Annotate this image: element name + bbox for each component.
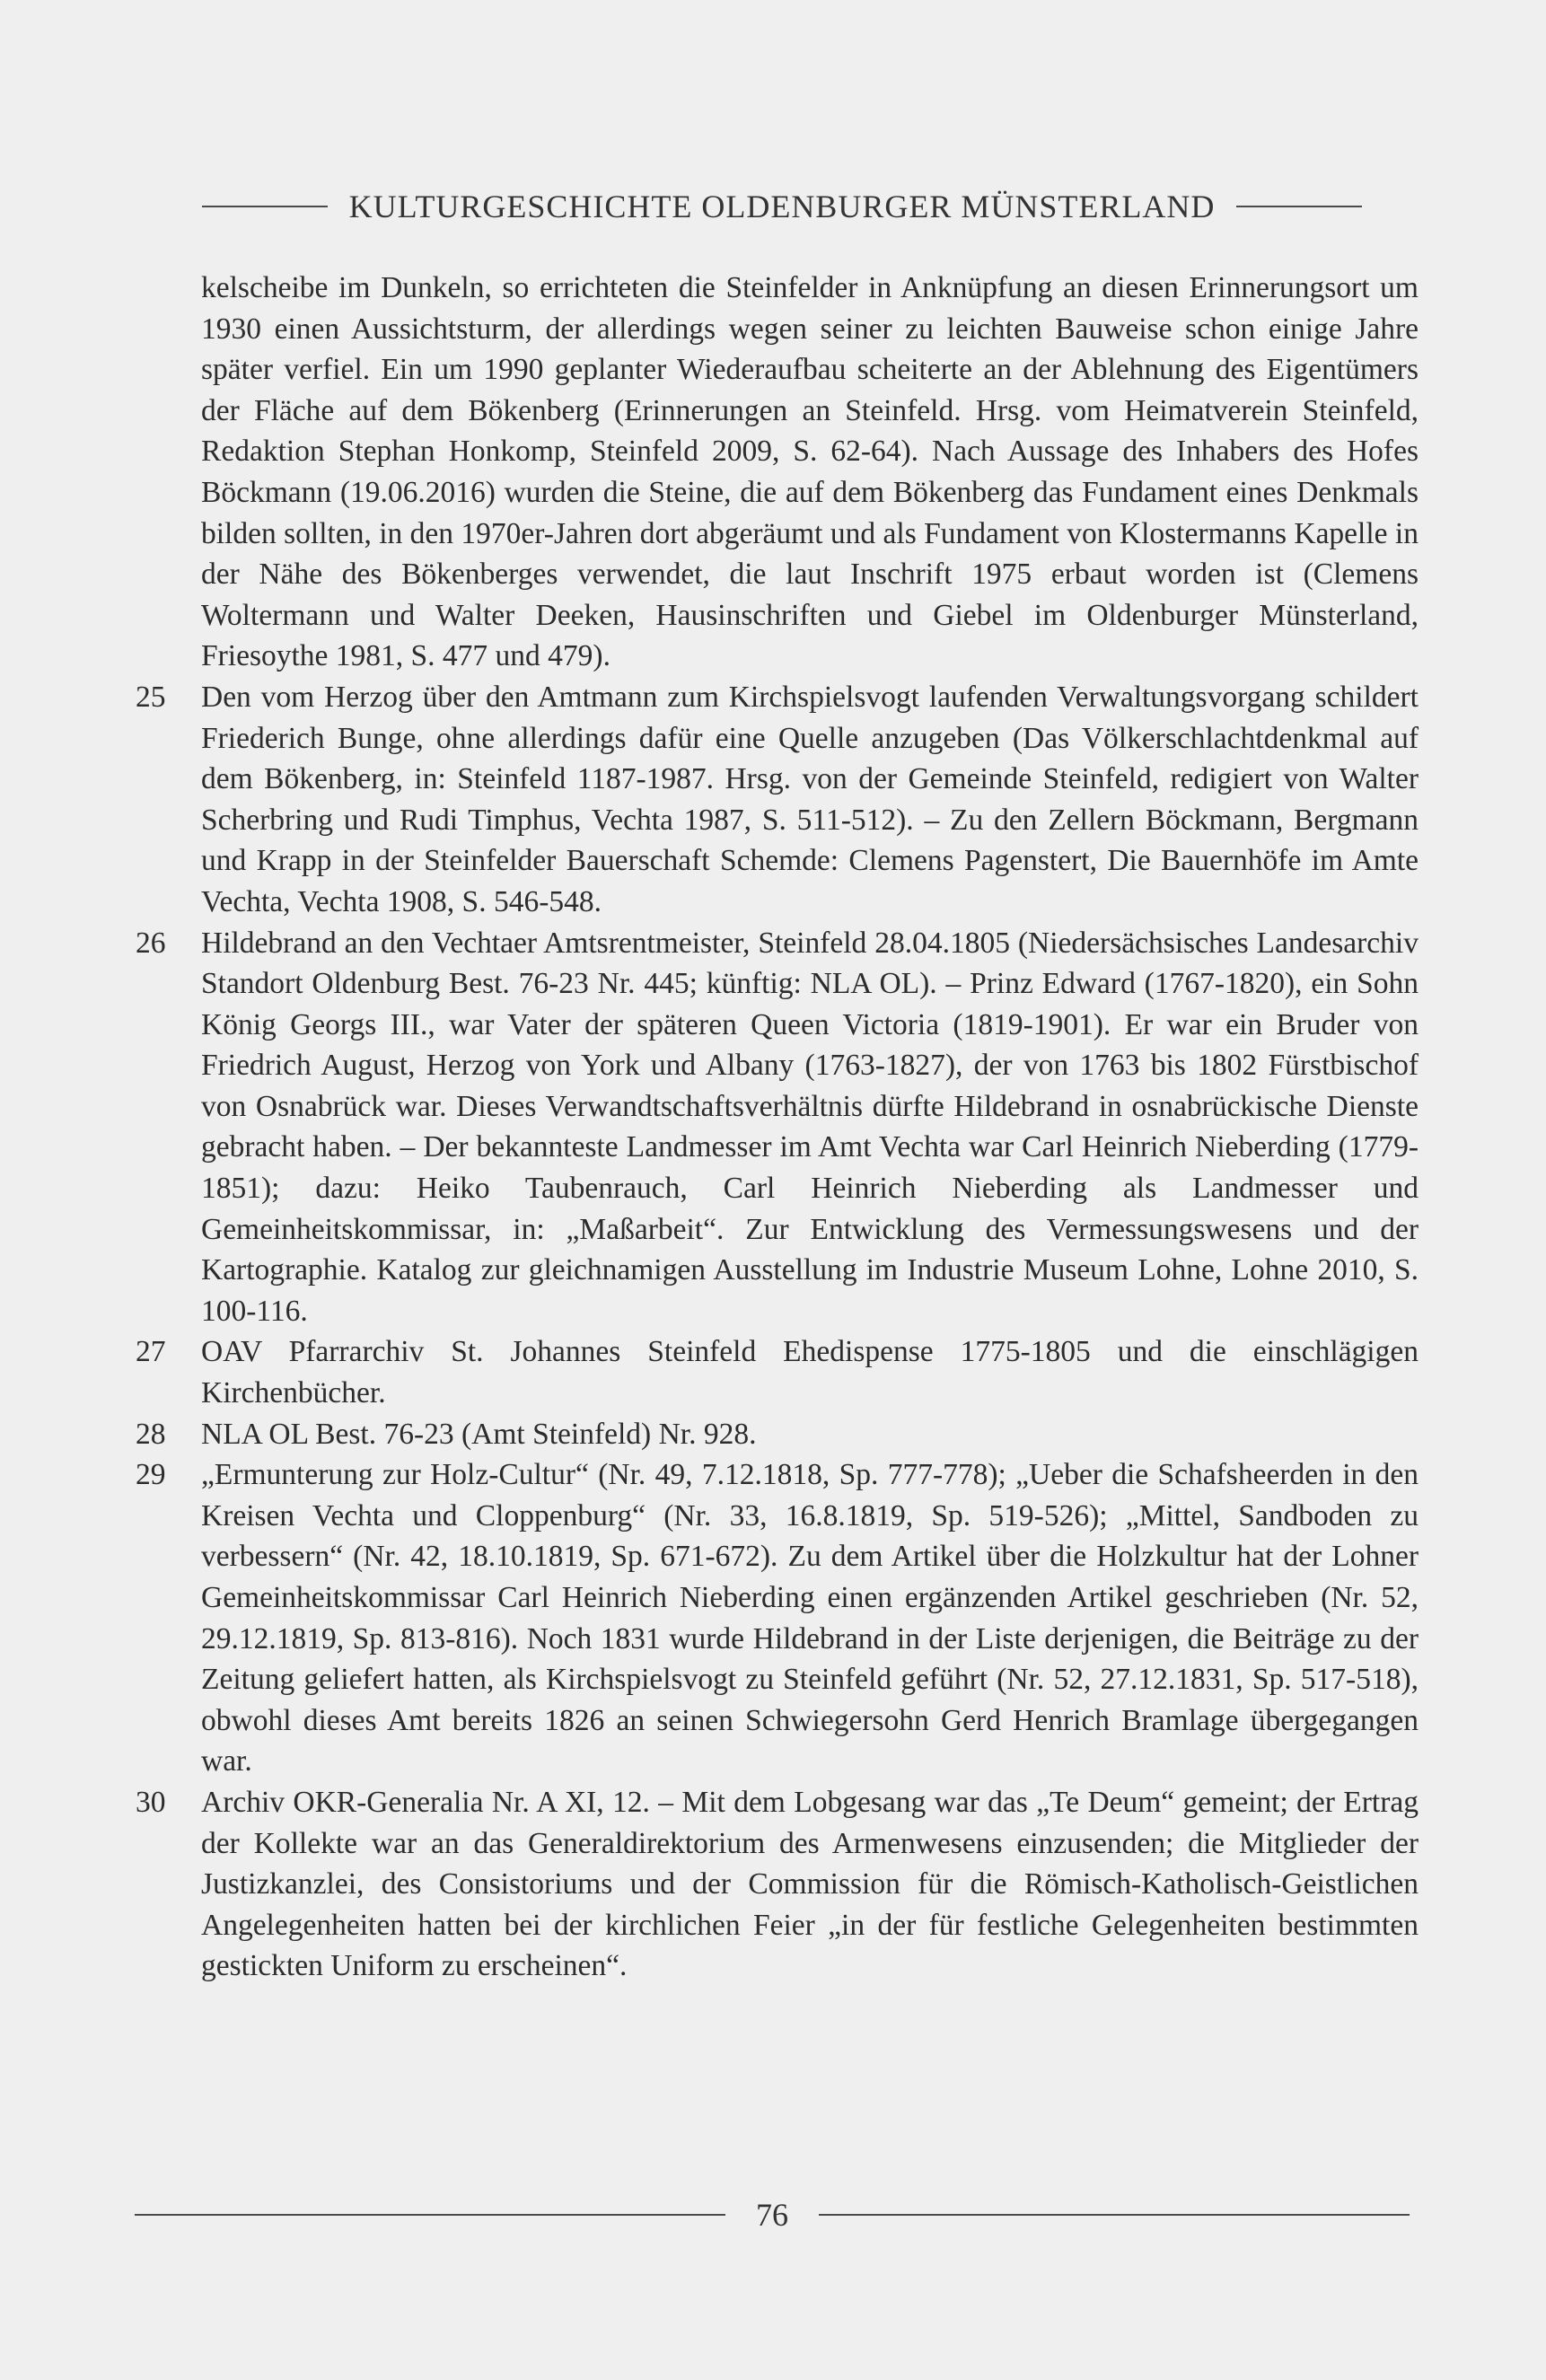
endnote-text: Hildebrand an den Vechtaer Amtsrentmeister, Steinfeld 28.04.1805 (Niedersächsisches Landesarchiv Standort Oldenburg Best. 76-23 Nr. 445; künftig: NLA OL). – Prinz Edward (1767-1820), ein Sohn König Georgs III., war Vater der späteren Queen Victoria (1819-1901). Er war ein Bruder von Friedrich August, Herzog von York und Albany (1763-1827), der von 1763 bis 1802 Fürstbischof von Osnabrück war. Dieses Verwandtschaftsverhältnis dürfte Hildebrand in osnabrückische Dienste gebracht haben. – Der bekannteste Landmesser im Amt Vechta war Carl Heinrich Nieberding (1779-1851); dazu: Heiko Taubenrauch, Carl Heinrich Nieberding als Landmesser und Gemeinheitskommissar, in: „Maßarbeit“. Zur Entwicklung des Vermessungswesens und der Kartographie. Katalog zur gleichnamigen Ausstellung im Industrie Museum Lohne, Lohne 2010, S. 100-116. [201, 926, 1419, 1328]
endnotes-list [136, 677, 1419, 1987]
endnote-item [136, 1331, 1419, 1413]
header-rule-left [202, 206, 328, 207]
endnotes-section [136, 268, 1419, 1987]
page-footer [135, 2188, 1410, 2242]
endnote-text: Den vom Herzog über den Amtmann zum Kirchspielsvogt laufenden Verwaltungsvorgang schildert Friederich Bunge, ohne allerdings dafür eine Quelle anzugeben (Das Völkerschlachtdenkmal auf dem Bökenberg, in: Steinfeld 1187-1987. Hrsg. von der Gemeinde Steinfeld, redigiert von Walter Scherbring und Rudi Timphus, Vechta 1987, S. 511-512). – Zu den Zellern Böckmann, Bergmann und Krapp in der Steinfelder Bauerschaft Schemde: Clemens Pagenstert, Die Bauernhöfe im Amte Vechta, Vechta 1908, S. 546-548. [201, 680, 1419, 918]
footer-rule-right [819, 2214, 1410, 2216]
endnote-number: 25 [136, 680, 166, 714]
page-number: 76 [756, 2197, 788, 2233]
endnote-item [136, 923, 1419, 1332]
endnote-item [136, 677, 1419, 923]
running-header [145, 187, 1419, 226]
endnote-number: 28 [136, 1417, 166, 1451]
endnote-item [136, 1454, 1419, 1782]
endnote-number: 27 [136, 1335, 166, 1369]
endnote-number: 30 [136, 1785, 166, 1819]
endnote-text: Archiv OKR-Generalia Nr. A XI, 12. – Mit dem Lobgesang war das „Te Deum“ gemeint; der Ertrag der Kollekte war an das Generaldirektorium des Armenwesens einzusenden; die Mitglieder der Justizkanzlei, des Consistoriums und der Commission für die Römisch-Katholisch-Geistlichen Angelegenheiten hatten bei der kirchlichen Feier „in der für festliche Gelegenheiten bestimmten gestickten Uniform zu erscheinen“. [201, 1785, 1419, 1983]
endnote-text: OAV Pfarrarchiv St. Johannes Steinfeld Ehedispense 1775-1805 und die einschlägigen Kirchenbücher. [201, 1335, 1419, 1410]
endnote-number: 29 [136, 1458, 166, 1492]
endnote-item [136, 1414, 1419, 1455]
continued-note-text: kelscheibe im Dunkeln, so errichteten die Steinfelder in Anknüpfung an diesen Erinnerungsort um 1930 einen Aussichtsturm, der allerdings wegen seiner zu leichten Bauweise schon einige Jahre später verfiel. Ein um 1990 geplanter Wiederaufbau scheiterte an der Ablehnung des Eigentümers der Fläche auf dem Bökenberg (Erinnerungen an Steinfeld. Hrsg. vom Heimatverein Steinfeld, Redaktion Stephan Honkomp, Steinfeld 2009, S. 62-64). Nach Aussage des Inhabers des Hofes Böckmann (19.06.2016) wurden die Steine, die auf dem Bökenberg das Fundament eines Denkmals bilden sollten, in den 1970er-Jahren dort abgeräumt und als Fundament von Klostermanns Kapelle in der Nähe des Bökenberges verwendet, die laut Inschrift 1975 erbaut worden ist (Clemens Woltermann und Walter Deeken, Hausinschriften und Giebel im Oldenburger Münsterland, Friesoythe 1981, S. 477 und 479). [201, 271, 1419, 673]
endnote-text: „Ermunterung zur Holz-Cultur“ (Nr. 49, 7.12.1818, Sp. 777-778); „Ueber die Schafsheerden in den Kreisen Vechta und Cloppenburg“ (Nr. 33, 16.8.1819, Sp. 519-526); „Mittel, Sandboden zu verbessern“ (Nr. 42, 18.10.1819, Sp. 671-672). Zu dem Artikel über die Holzkultur hat der Lohner Gemeinheitskommissar Carl Heinrich Nieberding einen ergänzenden Artikel geschrieben (Nr. 52, 29.12.1819, Sp. 813-816). Noch 1831 wurde Hildebrand in der Liste derjenigen, die Beiträge zu der Zeitung geliefert hatten, als Kirchspielsvogt zu Steinfeld geführt (Nr. 52, 27.12.1831, Sp. 517-518), obwohl dieses Amt bereits 1826 an seinen Schwiegersohn Gerd Henrich Bramlage übergegangen war. [201, 1458, 1419, 1778]
endnote-item [136, 1782, 1419, 1987]
endnote-text: NLA OL Best. 76-23 (Amt Steinfeld) Nr. 928. [201, 1417, 757, 1451]
footer-rule-left [135, 2214, 725, 2216]
header-rule-right [1236, 206, 1362, 207]
endnote-number: 26 [136, 926, 166, 960]
running-header-title: KULTURGESCHICHTE OLDENBURGER MÜNSTERLAND [348, 189, 1216, 224]
